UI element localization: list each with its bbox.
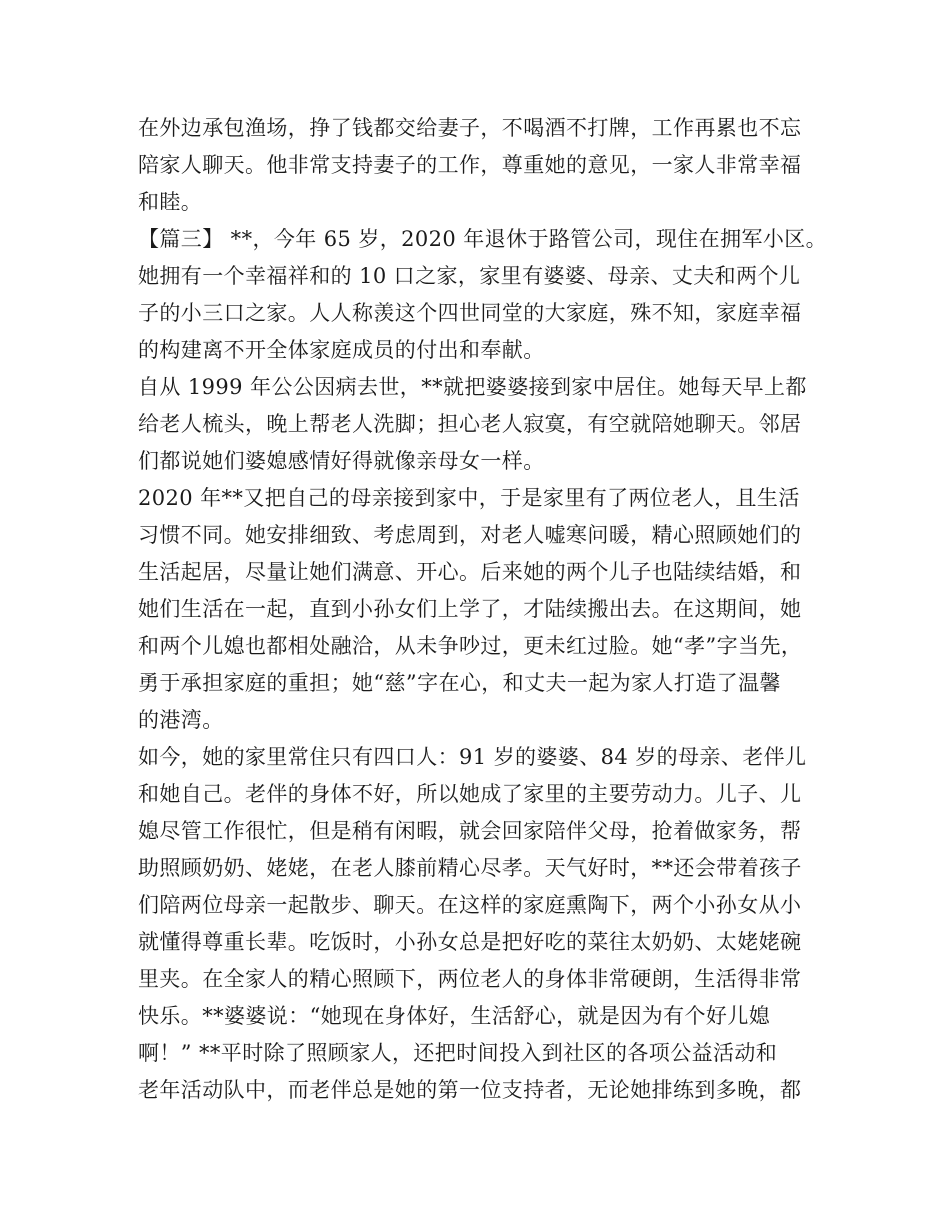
text-line: 们都说她们婆媳感情好得就像亲母女一样。 (138, 449, 545, 473)
section-heading-line: 【篇三】 **，今年 65 岁，2020 年退休于路管公司，现住在拥军小区。 (138, 227, 828, 251)
text-line: 老年活动队中，而老伴总是她的第一位支持者，无论她排练到多晚，都 (138, 1078, 802, 1102)
text-line: 勇于承担家庭的重担；她“慈”字在心，和丈夫一起为家人打造了温馨 (138, 671, 781, 695)
text-line: 啊！” **平时除了照顾家人，还把时间投入到社区的各项公益活动和 (138, 1041, 778, 1065)
text-line: 和睦。 (138, 190, 203, 214)
text-line: 生活起居，尽量让她们满意、开心。后来她的两个儿子也陆续结婚，和 (138, 560, 802, 584)
text-line: 自从 1999 年公公因病去世，**就把婆婆接到家中居住。她每天早上都 (138, 375, 807, 399)
text-line: 快乐。**婆婆说：“她现在身体好，生活舒心，就是因为有个好儿媳 (138, 1004, 771, 1028)
text-line: 的构建离不开全体家庭成员的付出和奉献。 (138, 338, 545, 362)
text-line: 她拥有一个幸福祥和的 10 口之家，家里有婆婆、母亲、丈夫和两个儿 (138, 264, 801, 288)
text-line: 和她自己。老伴的身体不好，所以她成了家里的主要劳动力。儿子、儿 (138, 782, 802, 806)
text-line: 如今，她的家里常住只有四口人：91 岁的婆婆、84 岁的母亲、老伴儿 (138, 745, 807, 769)
text-line: 里夹。在全家人的精心照顾下，两位老人的身体非常硬朗，生活得非常 (138, 967, 802, 991)
text-line: 媳尽管工作很忙，但是稍有闲暇，就会回家陪伴父母，抢着做家务，帮 (138, 819, 802, 843)
text-line: 习惯不同。她安排细致、考虑周到，对老人嘘寒问暖，精心照顾她们的 (138, 523, 802, 547)
text-line: 给老人梳头，晚上帮老人洗脚；担心老人寂寞，有空就陪她聊天。邻居 (138, 412, 802, 436)
text-line: 陪家人聊天。他非常支持妻子的工作，尊重她的意见，一家人非常幸福 (138, 153, 802, 177)
text-line: 助照顾奶奶、姥姥，在老人膝前精心尽孝。天气好时，**还会带着孩子 (138, 856, 802, 880)
text-line: 子的小三口之家。人人称羡这个四世同堂的大家庭，殊不知，家庭幸福 (138, 301, 802, 325)
text-line: 们陪两位母亲一起散步、聊天。在这样的家庭熏陶下，两个小孙女从小 (138, 893, 802, 917)
text-line: 就懂得尊重长辈。吃饭时，小孙女总是把好吃的菜往太奶奶、太姥姥碗 (138, 930, 802, 954)
text-line: 她们生活在一起，直到小孙女们上学了，才陆续搬出去。在这期间，她 (138, 597, 802, 621)
text-line: 2020 年**又把自己的母亲接到家中，于是家里有了两位老人，且生活 (138, 486, 800, 510)
document-body (138, 110, 828, 1109)
text-line: 的港湾。 (138, 708, 224, 732)
text-line: 在外边承包渔场，挣了钱都交给妻子，不喝酒不打牌，工作再累也不忘 (138, 116, 802, 140)
text-line: 和两个儿媳也都相处融洽，从未争吵过，更未红过脸。她“孝”字当先， (138, 634, 803, 658)
